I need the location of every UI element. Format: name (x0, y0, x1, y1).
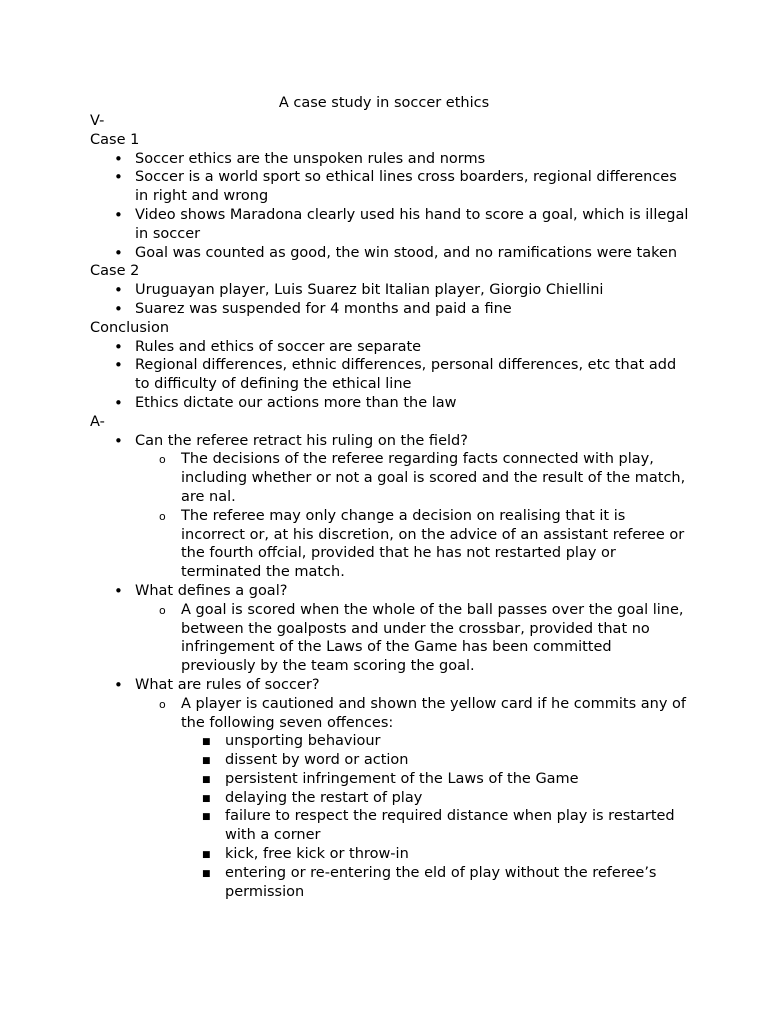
section-a-heading: A- (90, 413, 105, 430)
list-item: • Suarez was suspended for 4 months and paid a fine (114, 299, 512, 318)
answer-item: o The referee may only change a decision on realising that it is incorrect or, at his discretion, on the advice of an assistant referee or the fourth offcial, provided that he has not restarted play or terminated the match. (159, 507, 685, 581)
circle-bullet-icon: o (159, 603, 166, 617)
questions-list (90, 582, 690, 601)
offence-item: ■ unsporting behaviour (90, 732, 690, 751)
answer-item: o A player is cautioned and shown the yellow card if he commits any of the following seven offences: (159, 695, 686, 731)
offence-item: ■ persistent infringement of the Laws of the Game (90, 770, 690, 789)
circle-bullet-icon: o (159, 509, 166, 523)
answer-item: o A goal is scored when the whole of the ball passes over the goal line, between the goalposts and under the crossbar, provided that no infringement of the Laws of the Game has been committed previously by the team scoring the goal. (159, 601, 684, 675)
square-bullet-icon: ■ (202, 850, 211, 861)
bullet-icon: • (114, 675, 123, 694)
offence-item: ■ delaying the restart of play (90, 789, 690, 808)
bullet-icon: • (114, 356, 123, 375)
answers-list (90, 601, 690, 676)
bullet-icon: • (114, 281, 123, 300)
square-bullet-icon: ■ (202, 756, 211, 767)
answers-list (90, 450, 690, 582)
section-v-heading: V- (90, 113, 105, 129)
list-item: • Regional differences, ethnic differences, personal differences, etc that add to difficulty of defining the ethical line (114, 356, 677, 393)
questions-list (90, 432, 690, 451)
square-bullet-icon: ■ (202, 793, 211, 804)
question-item: • What defines a goal? (114, 581, 288, 600)
list-item: • Goal was counted as good, the win stood, and no ramifications were taken (114, 243, 678, 262)
square-bullet-icon: ■ (202, 812, 211, 823)
conclusion-heading: Conclusion (90, 319, 170, 336)
answers-list (90, 695, 690, 733)
bullet-icon: • (114, 149, 123, 168)
questions-list (90, 676, 690, 695)
bullet-icon: • (114, 168, 123, 187)
list-item: • Video shows Maradona clearly used his hand to score a goal, which is illegal in soccer (114, 205, 689, 242)
bullet-icon: • (114, 205, 123, 224)
list-item: • Ethics dictate our actions more than the law (114, 393, 457, 412)
circle-bullet-icon: o (159, 697, 166, 711)
bullet-icon: • (114, 393, 123, 412)
list-item: • Uruguayan player, Luis Suarez bit Italian player, Giorgio Chiellini (114, 281, 604, 300)
answer-item: o The decisions of the referee regarding facts connected with play, including whether or not a goal is scored and the result of the match, are nal. (159, 451, 686, 505)
bullet-icon: • (114, 243, 123, 262)
offence-item: ■ kick, free kick or throw-in (90, 845, 690, 864)
offence-item: ■ entering or re-entering the eld of play without the referee’s permission (202, 864, 657, 900)
square-bullet-icon: ■ (202, 868, 211, 879)
square-bullet-icon: ■ (202, 737, 211, 748)
document-body (90, 112, 690, 901)
case2-list (90, 281, 690, 319)
case1-heading: Case 1 (90, 131, 140, 148)
bullet-icon: • (114, 337, 123, 356)
offence-item: ■ failure to respect the required distance when play is restarted with a corner (202, 808, 675, 844)
bullet-icon: • (114, 581, 123, 600)
case2-heading: Case 2 (90, 263, 140, 280)
case1-list (90, 150, 690, 263)
conclusion-list (90, 338, 690, 413)
bullet-icon: • (114, 431, 123, 450)
question-item: • What are rules of soccer? (114, 675, 320, 694)
circle-bullet-icon: o (159, 453, 166, 467)
document-title: A case study in soccer ethics (278, 95, 490, 111)
offence-item: ■ dissent by word or action (90, 751, 690, 770)
offences-list (90, 732, 690, 901)
list-item: • Soccer is a world sport so ethical lines cross boarders, regional differences in right and wrong (114, 168, 677, 205)
list-item: • Rules and ethics of soccer are separate (114, 337, 422, 356)
question-item: • Can the referee retract his ruling on the field? (114, 431, 468, 450)
list-item: • Soccer ethics are the unspoken rules and norms (114, 149, 486, 168)
bullet-icon: • (114, 299, 123, 318)
square-bullet-icon: ■ (202, 774, 211, 785)
